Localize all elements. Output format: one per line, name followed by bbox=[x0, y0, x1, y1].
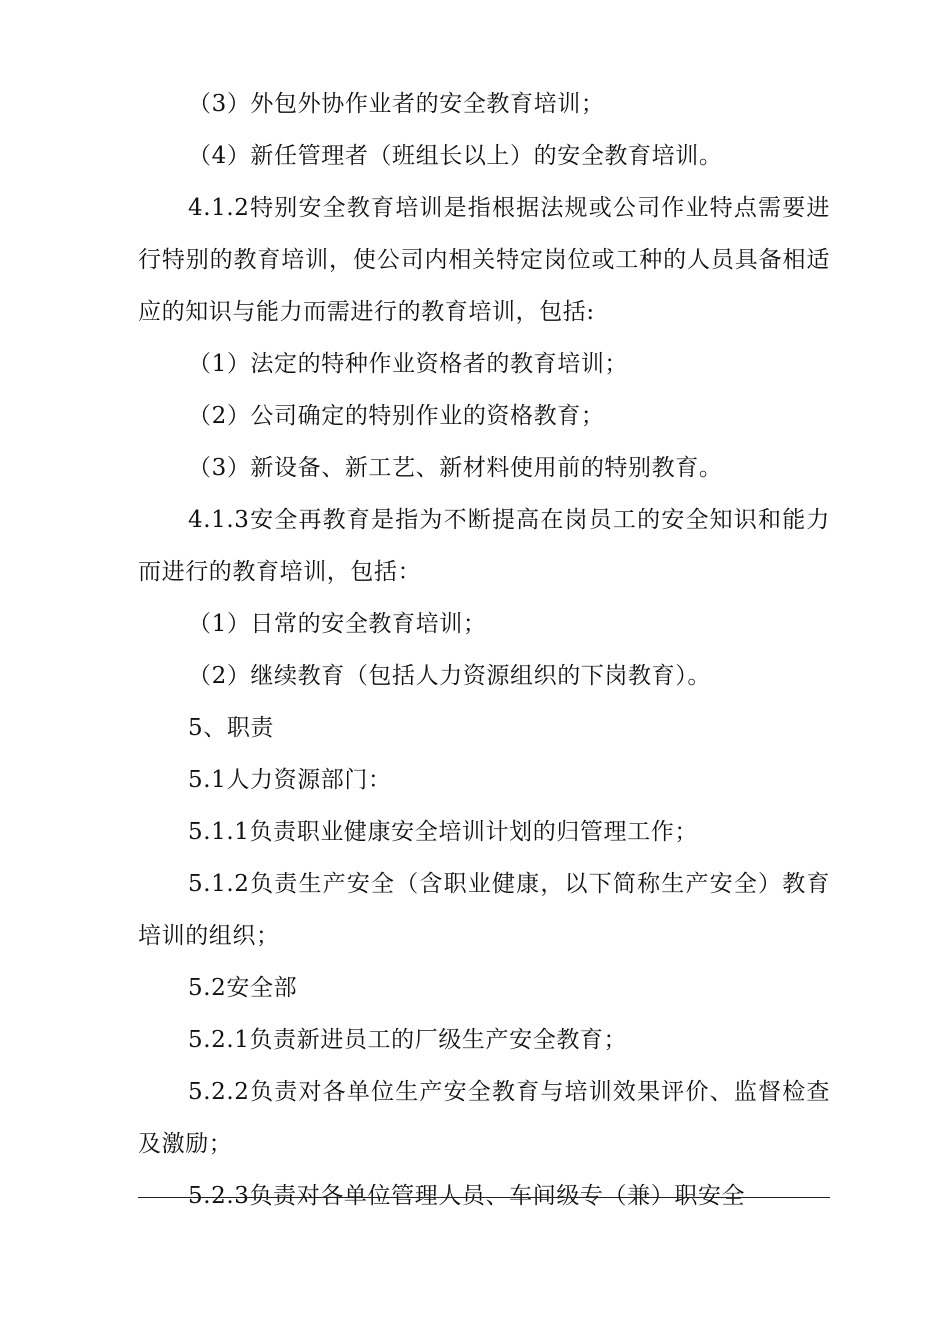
paragraph: 5.1.1负责职业健康安全培训计划的归管理工作； bbox=[188, 819, 698, 845]
paragraph: 4.1.3安全再教育是指为不断提高在岗员工的安全知识和能力而进行的教育培训，包括： bbox=[138, 507, 830, 585]
paragraph: 5.2.3负责对各单位管理人员、车间级专（兼）职安全 bbox=[188, 1183, 746, 1209]
section-heading: 5、职责 bbox=[188, 715, 275, 741]
paragraph: （1）日常的安全教育培训； bbox=[188, 611, 487, 637]
paragraph: 5.1.2负责生产安全（含职业健康，以下简称生产安全）教育培训的组织； bbox=[138, 871, 830, 949]
paragraph: 5.2.2负责对各单位生产安全教育与培训效果评价、监督检查及激励； bbox=[138, 1079, 830, 1157]
document-body bbox=[138, 78, 830, 1222]
paragraph: （2）公司确定的特别作业的资格教育； bbox=[188, 403, 605, 429]
subsection-heading: 5.2安全部 bbox=[188, 975, 298, 1001]
paragraph: （1）法定的特种作业资格者的教育培训； bbox=[188, 351, 629, 377]
paragraph: （3）外包外协作业者的安全教育培训； bbox=[188, 91, 605, 117]
paragraph: （2）继续教育（包括人力资源组织的下岗教育）。 bbox=[188, 663, 711, 689]
subsection-heading: 5.1人力资源部门： bbox=[188, 767, 392, 793]
paragraph: （3）新设备、新工艺、新材料使用前的特别教育。 bbox=[188, 455, 723, 481]
paragraph: 5.2.1负责新进员工的厂级生产安全教育； bbox=[188, 1027, 628, 1053]
footer-divider bbox=[138, 1197, 830, 1198]
paragraph: （4）新任管理者（班组长以上）的安全教育培训。 bbox=[188, 143, 723, 169]
paragraph: 4.1.2特别安全教育培训是指根据法规或公司作业特点需要进行特别的教育培训，使公司内相关特定岗位或工种的人员具备相适应的知识与能力而需进行的教育培训，包括: bbox=[138, 195, 830, 325]
